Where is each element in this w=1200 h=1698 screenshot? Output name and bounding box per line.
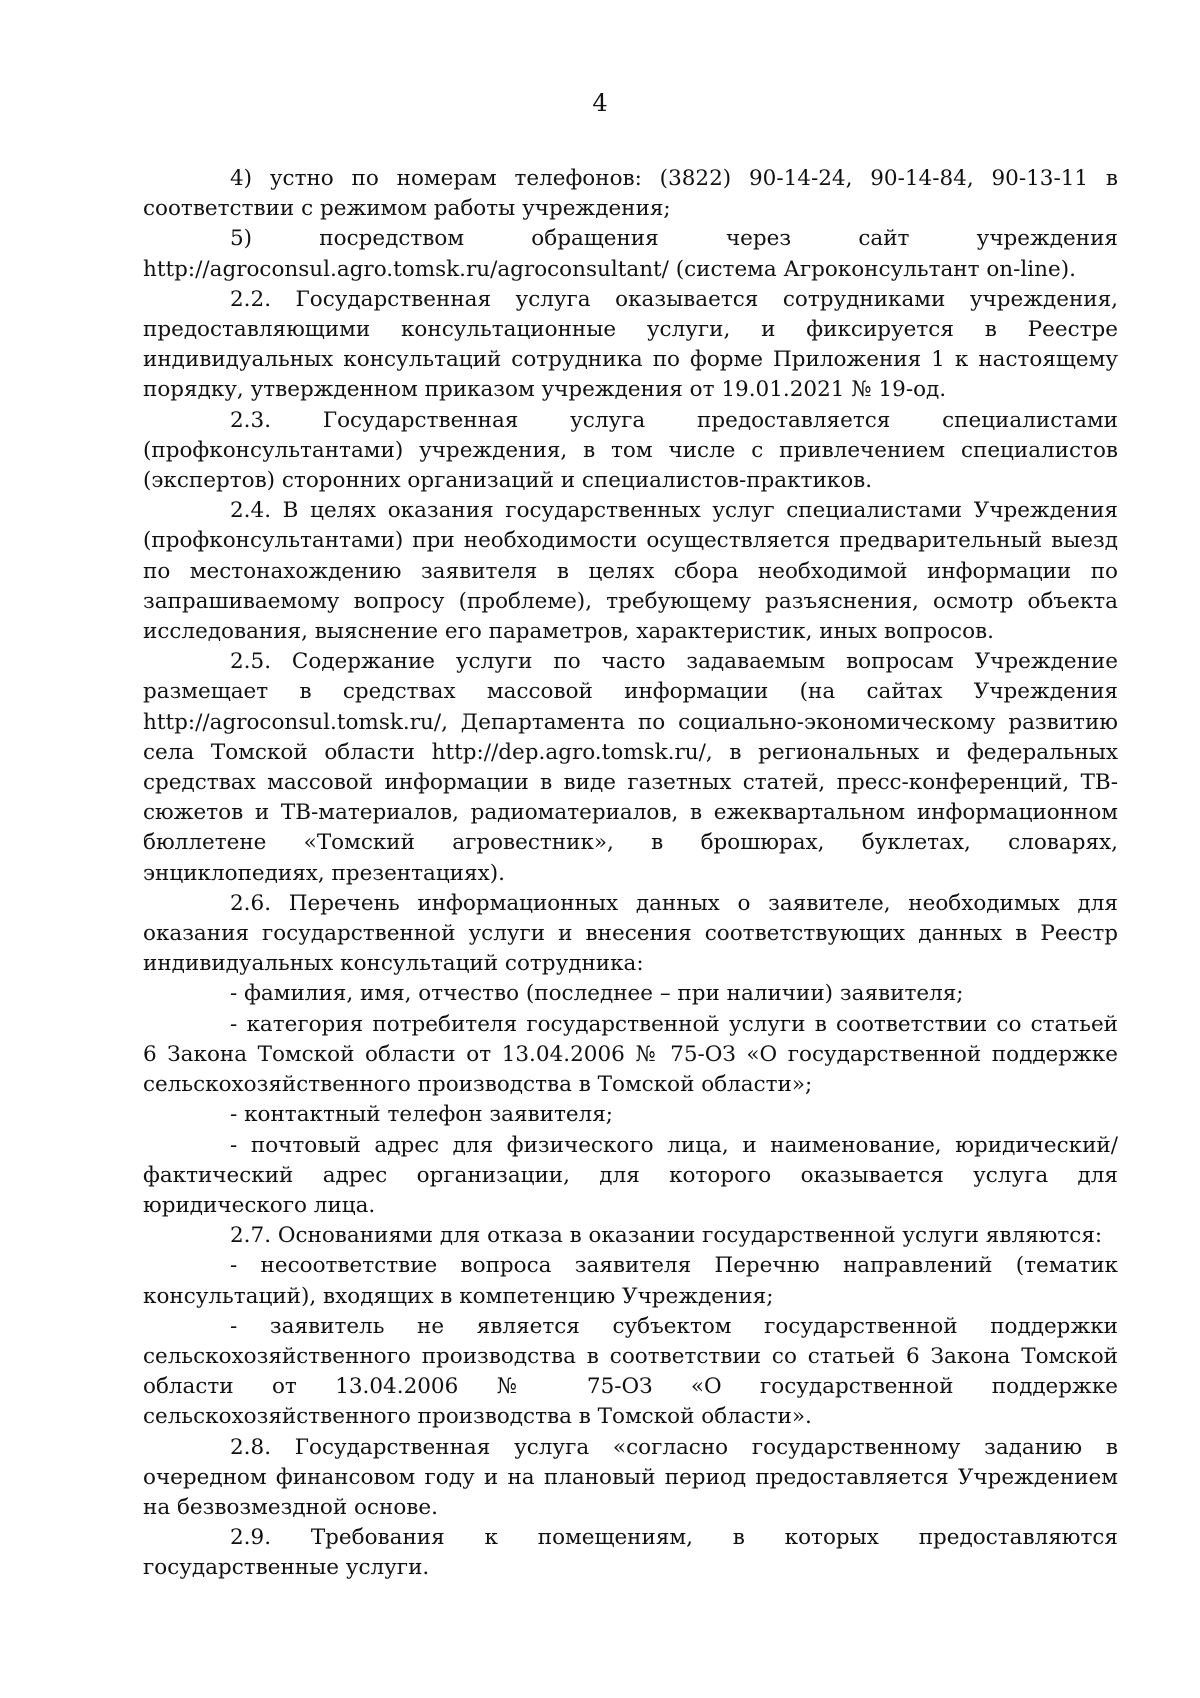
paragraph-2-9: 2.9. Требования к помещениям, в которых предоставляются государственные услуги. xyxy=(143,1525,1118,1581)
document-body xyxy=(143,164,1118,1584)
paragraph-2-5: 2.5. Содержание услуги по часто задаваемым вопросам Учреждение размещает в средствах массовой информации (на сайтах Учреждения http://agroconsul.tomsk.ru/, Департамента по социально-экономическому развитию села Томской области http://dep.agro.tomsk.ru/, в региональных и федеральных средствах массовой информации в виде газетных статей, пресс-конференций, ТВ-сюжетов и ТВ-материалов, радиоматериалов, в ежеквартальном информационном бюллетене «Томский агровестник», в брошюрах, буклетах, словарях, энциклопедиях, презентациях). xyxy=(143,649,1118,886)
paragraph-website: 5) посредством обращения через сайт учреждения http://agroconsul.agro.tomsk.ru/agroconsultant/ (система Агроконсультант on-line). xyxy=(143,226,1118,282)
paragraph-2-3: 2.3. Государственная услуга предоставляется специалистами (профконсультантами) учреждения, в том числе с привлечением специалистов (экспертов) сторонних организаций и специалистов-практиков. xyxy=(143,407,1118,494)
paragraph-2-6: 2.6. Перечень информационных данных о заявителе, необходимых для оказания государственной услуги и внесения соответствующих данных в Реестр индивидуальных консультаций сотрудника: xyxy=(143,890,1118,977)
list-item-address: - почтовый адрес для физического лица, и наименование, юридический/фактический адрес организации, для которого оказывается услуга для юридического лица. xyxy=(143,1132,1118,1218)
paragraph-2-8: 2.8. Государственная услуга «согласно государственному заданию в очередном финансовом году и на плановый период предоставляется Учреждением на безвозмездной основе. xyxy=(143,1434,1118,1520)
list-item-name: - фамилия, имя, отчество (последнее – при наличии) заявителя; xyxy=(230,981,964,1007)
paragraph-2-2: 2.2. Государственная услуга оказывается сотрудниками учреждения, предоставляющими консультационные услуги, и фиксируется в Реестре индивидуальных консультаций сотрудника по форме Приложения 1 к настоящему порядку, утвержденном приказом учреждения от 19.01.2021 № 19-од. xyxy=(143,286,1118,403)
list-item-mismatch: - несоответствие вопроса заявителя Перечню направлений (тематик консультаций), входящих в компетенцию Учреждения; xyxy=(143,1253,1118,1309)
paragraph-2-4: 2.4. В целях оказания государственных услуг специалистами Учреждения (профконсультантами) при необходимости осуществляется предварительный выезд по местонахождению заявителя в целях сбора необходимой информации по запрашиваемому вопросу (проблеме), требующему разъяснения, осмотр объекта исследования, выяснение его параметров, характеристик, иных вопросов. xyxy=(143,498,1118,645)
list-item-not-subject: - заявитель не является субъектом государственной поддержки сельскохозяйственного производства в соответствии со статьей 6 Закона Томской области от 13.04.2006 № 75-ОЗ «О государственной поддержке сельскохозяйственного производства в Томской области». xyxy=(143,1313,1118,1430)
paragraph-phone: 4) устно по номерам телефонов: (3822) 90-14-24, 90-14-84, 90-13-11 в соответствии с режимом работы учреждения; xyxy=(143,166,1118,222)
list-item-phone: - контактный телефон заявителя; xyxy=(230,1102,614,1128)
page-number: 4 xyxy=(592,89,608,117)
list-item-category: - категория потребителя государственной услуги в соответствии со статьей 6 Закона Томской области от 13.04.2006 № 75-ОЗ «О государственной поддержке сельскохозяйственного производства в Томской области»; xyxy=(143,1011,1118,1098)
paragraph-2-7: 2.7. Основаниями для отказа в оказании государственной услуги являются: xyxy=(230,1223,1103,1249)
